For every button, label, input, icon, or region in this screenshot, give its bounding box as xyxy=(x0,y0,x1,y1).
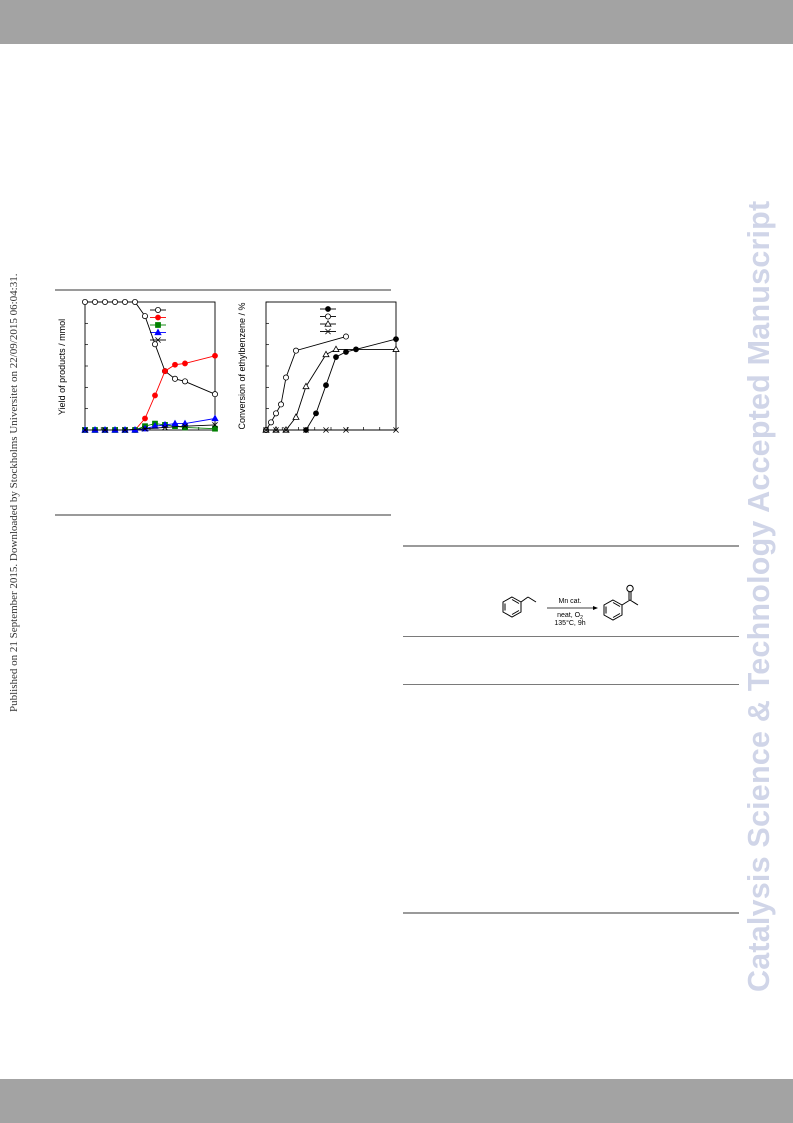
chart2-series-1-point xyxy=(293,348,298,353)
chart1-series-1-point xyxy=(152,393,157,398)
chart1-axes xyxy=(85,302,215,430)
chart1-y-axis-label: Yield of products / mmol xyxy=(57,318,67,416)
chart1-series-0-point xyxy=(102,299,107,304)
chart1-series-0-point xyxy=(212,392,217,397)
chart1-series-0-point xyxy=(112,299,117,304)
chart1-legend-marker-1 xyxy=(155,315,160,320)
chart2-legend xyxy=(320,306,336,334)
chart1-plot-frame xyxy=(85,302,215,430)
reaction-scheme xyxy=(495,585,675,635)
header-band xyxy=(0,0,793,44)
chart2-series-1-point xyxy=(343,334,348,339)
reagent-catalyst: Mn cat. xyxy=(558,598,582,605)
chart1-legend-marker-3 xyxy=(155,329,161,334)
chart2-series-2-point xyxy=(393,346,399,351)
chart2-series-1-point xyxy=(273,411,278,416)
scheme-top-rule xyxy=(403,545,739,547)
figure-top-rule xyxy=(55,289,391,291)
chart2-plot-frame xyxy=(266,302,396,430)
ethylbenzene-structure xyxy=(503,597,536,617)
reaction-arrowhead xyxy=(593,606,598,610)
chart1-legend-marker-0 xyxy=(155,307,160,312)
chart1-series-1-point xyxy=(142,416,147,421)
journal-watermark: Catalysis Science & Technology Accepted Manuscript xyxy=(742,200,776,992)
chart2-series-0-point xyxy=(393,337,398,342)
figure-bottom-rule xyxy=(55,514,391,516)
chart2-series-2-point xyxy=(323,351,329,356)
chart2-series-2-line xyxy=(266,349,396,430)
chart1-series-1-point xyxy=(172,362,177,367)
chart2-series-0-point xyxy=(323,383,328,388)
chart2-series-0-point xyxy=(333,354,338,359)
chart2-series-1-point xyxy=(278,402,283,407)
chart1-series-0-line xyxy=(85,302,215,394)
chart2-series-2-point xyxy=(293,414,299,419)
chart2-series-1-point xyxy=(268,420,273,425)
chart1-series-1-point xyxy=(182,361,187,366)
chart1-series-0-point xyxy=(182,379,187,384)
chart1-series xyxy=(82,299,218,432)
chart1-legend-marker-2 xyxy=(155,322,160,327)
chart1-series-0-point xyxy=(172,376,177,381)
chart2-series-0-point xyxy=(313,411,318,416)
chart1-series-3-point xyxy=(172,420,178,425)
scheme-bottom-rule xyxy=(403,912,739,914)
footer-band xyxy=(0,1079,793,1123)
chart1-series-0-point xyxy=(152,342,157,347)
publication-note: Published on 21 September 2015. Downloaded by Stockholms Universitet on 22/09/2015 06:04:31. xyxy=(8,273,20,712)
chart2-legend-marker-2 xyxy=(325,321,331,326)
conversion-chart xyxy=(225,292,405,442)
chart2-y-axis-label: Conversion of ethylbenzene / % xyxy=(237,302,247,430)
yield-chart xyxy=(40,292,225,442)
reagent-conditions: neat, $O_2$ xyxy=(557,612,583,621)
scheme-mid-rule xyxy=(403,636,739,637)
chart2-axes xyxy=(266,302,396,430)
acetophenone-structure xyxy=(604,585,638,620)
chart2-legend-marker-1 xyxy=(325,314,330,319)
chart1-series-0-point xyxy=(82,299,87,304)
chart1-series-0-point xyxy=(92,299,97,304)
scheme-header-rule xyxy=(403,684,739,685)
chart1-series-3-point xyxy=(212,415,218,420)
chart2-series-1-point xyxy=(283,375,288,380)
chart1-series-0-point xyxy=(122,299,127,304)
chart1-series-0-point xyxy=(132,299,137,304)
chart1-series-0-point xyxy=(142,313,147,318)
chart2-series-2-point xyxy=(333,346,339,351)
chart2-series-0-point xyxy=(343,349,348,354)
chart2-legend-marker-0 xyxy=(325,306,330,311)
reagent-temperature: 135°C, 9h xyxy=(554,620,586,627)
chart2-series-0-line xyxy=(306,339,396,430)
chart2-series xyxy=(263,334,399,433)
chart2-series-2-point xyxy=(303,383,309,388)
chart1-series-1-point xyxy=(162,369,167,374)
chart1-series-1-point xyxy=(212,353,217,358)
